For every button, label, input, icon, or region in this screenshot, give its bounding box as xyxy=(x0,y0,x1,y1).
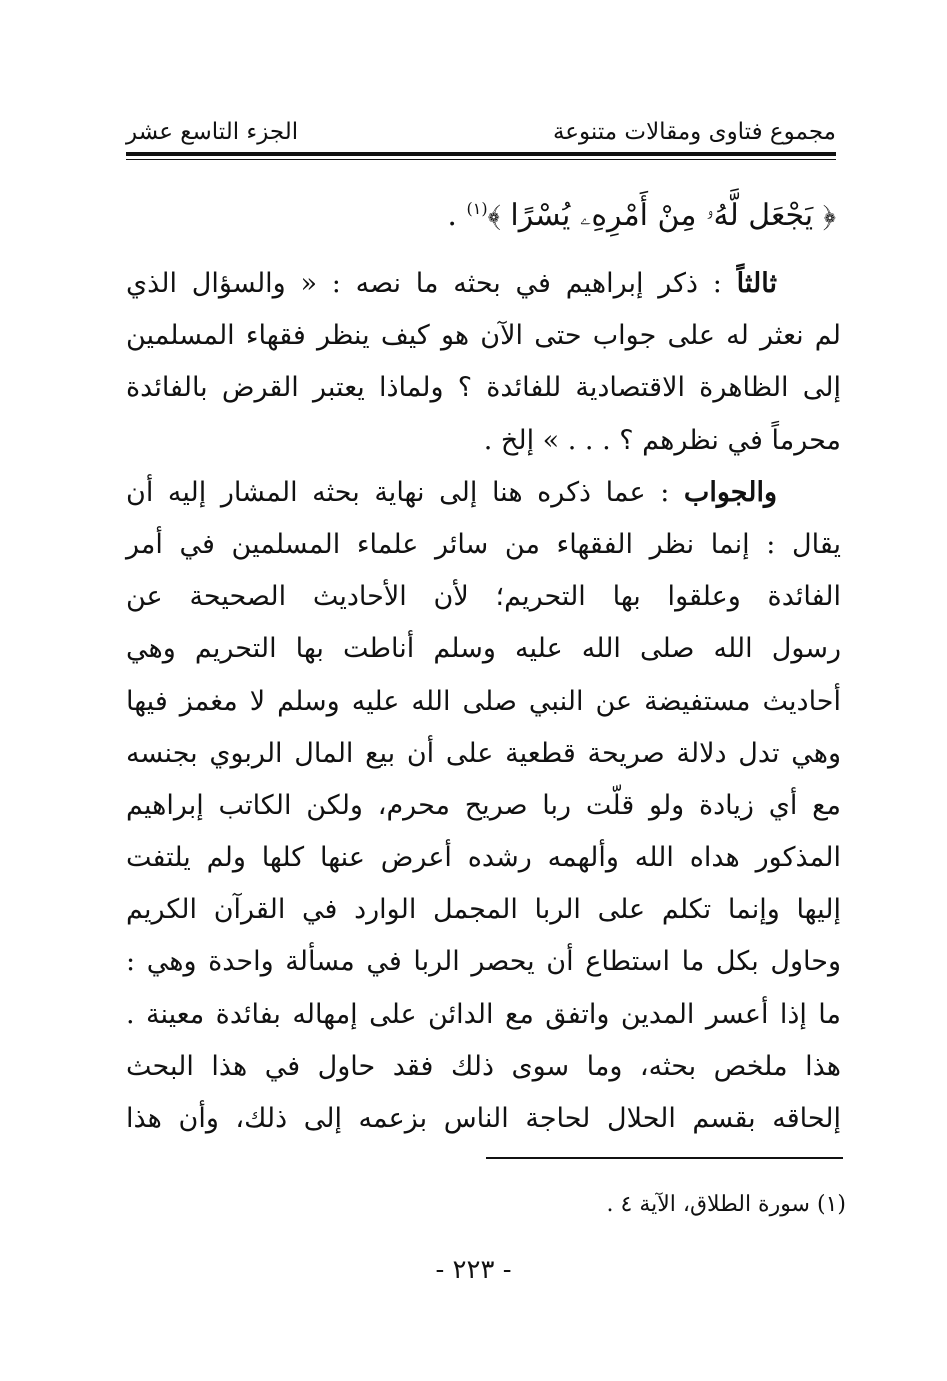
page-number: - ٢٢٣ - xyxy=(435,1255,512,1285)
paragraph-line: مع أي زيادة ولو قلّت ربا صريح محرم، ولكن الكاتب إبراهيم xyxy=(126,789,841,821)
paragraph-line: المذكور هداه الله وألهمه رشده أعرض عنها كلها ولم يلتفت xyxy=(126,842,841,874)
header-rule-thin xyxy=(126,159,836,160)
header-rule-thick xyxy=(126,152,836,156)
verse-end: . xyxy=(447,198,467,233)
paragraph-line: رسول الله صلى الله عليه وسلم أناطت بها التحريم وهي xyxy=(126,633,841,665)
paragraph-line: الفائدة وعلقوا بها التحريم؛ لأن الأحاديث الصحيحة عن xyxy=(126,581,841,613)
paragraph-line: أحاديث مستفيضة عن النبي صلى الله عليه وسلم لا مغمز فيها xyxy=(126,685,841,717)
page-header xyxy=(126,112,836,152)
footnote-separator xyxy=(486,1157,843,1159)
quran-verse xyxy=(447,198,836,233)
footnote: (١) سورة الطلاق، الآية ٤ . xyxy=(606,1192,846,1217)
paragraph-line: إليها وإنما تكلم على الربا المجمل الوارد في القرآن الكريم xyxy=(126,894,841,926)
paragraph-line: وهي تدل دلالة صريحة قطعية على أن بيع المال الربوي بجنسه xyxy=(126,737,841,769)
body-text xyxy=(126,258,841,1145)
paragraph-line: محرماً في نظرهم ؟ . . . » إلخ . xyxy=(483,424,841,456)
paragraph-line: لم نعثر له على جواب حتى الآن هو كيف ينظر فقهاء المسلمين xyxy=(126,320,841,352)
verse-text: ﴿ يَجْعَل لَّهُۥ مِنْ أَمْرِهِۦ يُسْرًا ﴾ xyxy=(487,198,836,233)
paragraph-line: يقال : إنما نظر الفقهاء من سائر علماء المسلمين في أمر xyxy=(126,528,841,560)
paragraph-line: ما إذا أعسر المدين واتفق مع الدائن على إمهاله بفائدة معينة . xyxy=(126,998,841,1030)
book-title: مجموع فتاوى ومقالات متنوعة xyxy=(552,119,836,145)
paragraph-line xyxy=(126,258,841,310)
verse-footnote-ref: (١) xyxy=(466,199,488,218)
volume-title: الجزء التاسع عشر xyxy=(126,119,299,145)
paragraph-line: إلى الظاهرة الاقتصادية للفائدة ؟ ولماذا يعتبر القرض بالفائدة xyxy=(126,372,841,404)
paragraph-lead: ثالثاً xyxy=(736,268,777,299)
line-text: : عما ذكره هنا إلى نهاية بحثه المشار إليه أن xyxy=(126,476,684,508)
paragraph-lead: والجواب xyxy=(683,476,777,508)
paragraph-line: وحاول بكل ما استطاع أن يحصر الربا في مسألة واحدة وهي : xyxy=(126,946,841,978)
paragraph-line: إلحاقه بقسم الحلال لحاجة الناس بزعمه إلى ذلك، وأن هذا xyxy=(126,1103,841,1134)
paragraph-line xyxy=(126,467,841,519)
line-text: : ذكر إبراهيم في بحثه ما نصه : « والسؤال الذي xyxy=(126,268,737,299)
paragraph-line: هذا ملخص بحثه، وما سوى ذلك فقد حاول في هذا البحث xyxy=(126,1050,841,1082)
